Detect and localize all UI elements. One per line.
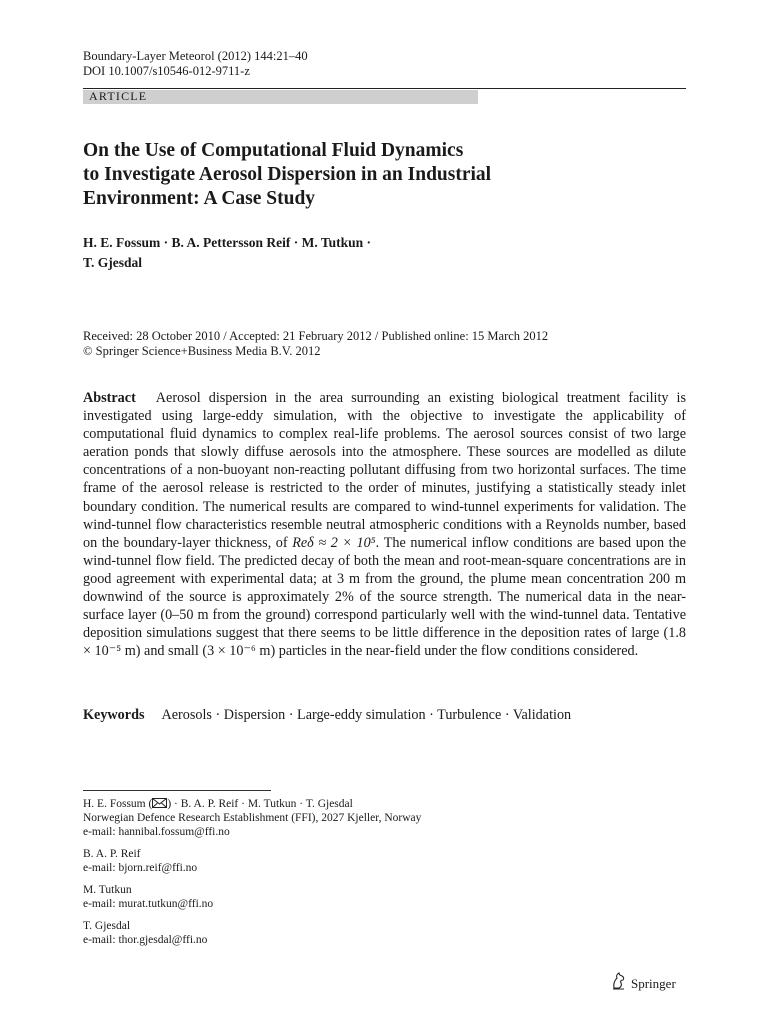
contact-email: e-mail: bjorn.reif@ffi.no bbox=[83, 862, 198, 874]
title-line: to Investigate Aerosol Dispersion in an Industrial bbox=[83, 164, 492, 185]
footnote-rule bbox=[83, 790, 271, 791]
abstract-label: Abstract bbox=[83, 390, 136, 406]
abstract-text-cont: . The numerical inflow conditions are based upon the wind-tunnel flow field. The predicted decay of both the mean and root-mean-square concentrations are in good agreement with experimental data; at 3 m from the ground, the plume mean concentration 200 m downwind of the source is approximately 2% of the source strength. The numerical data in the near-surface layer (0–50 m from the ground) correspond particularly well with the wind-tunnel data. Tentative deposition simulations suggest that there seems to be little difference in the deposition rates of large (1.8 × 10⁻⁵ m) and small (3 × 10⁻⁶ m) particles in the near-field under the flow conditions considered. bbox=[83, 534, 686, 660]
keywords-label: Keywords bbox=[83, 707, 145, 723]
contact-email: e-mail: thor.gjesdal@ffi.no bbox=[83, 934, 208, 946]
footnote-authors-text-cont: ) · B. A. P. Reif · M. Tutkun · T. Gjesdal bbox=[167, 798, 353, 810]
authors-line: H. E. Fossum · B. A. Pettersson Reif · M. Tutkun · bbox=[83, 235, 372, 250]
footnote-affiliation: Norwegian Defence Research Establishment (FFI), 2027 Kjeller, Norway bbox=[83, 812, 422, 824]
header-rule bbox=[83, 88, 686, 89]
keywords-list: Aerosols · Dispersion · Large-eddy simulation · Turbulence · Validation bbox=[161, 707, 572, 723]
abstract bbox=[83, 389, 686, 660]
publisher-name: Springer bbox=[631, 975, 676, 991]
envelope-icon bbox=[152, 798, 167, 813]
contact-name: T. Gjesdal bbox=[83, 920, 131, 932]
contact-email: e-mail: murat.tutkun@ffi.no bbox=[83, 898, 214, 910]
copyright: © Springer Science+Business Media B.V. 2012 bbox=[83, 344, 321, 358]
article-section-label: ARTICLE bbox=[89, 89, 148, 103]
author-list bbox=[83, 233, 371, 273]
publisher-logo bbox=[611, 972, 676, 995]
footnote-authors bbox=[83, 798, 353, 813]
title-line: Environment: A Case Study bbox=[83, 188, 316, 209]
authors-line: T. Gjesdal bbox=[83, 255, 143, 270]
journal-citation: Boundary-Layer Meteorol (2012) 144:21–40 bbox=[83, 49, 308, 63]
title-line: On the Use of Computational Fluid Dynamics bbox=[83, 140, 464, 161]
contact-name: M. Tutkun bbox=[83, 884, 132, 896]
footnote-authors-text: H. E. Fossum ( bbox=[83, 798, 153, 810]
abstract-text: Aerosol dispersion in the area surrounding an existing biological treatment facility is investigated using large-eddy simulation, with the objective to investigate the applicability of computational fluid dynamics to complex real-life problems. The aerosol sources consist of two large aeration ponds that slowly diffuse aerosols into the atmosphere. These sources are modelled as dilute concentrations of a non-buoyant non-reacting pollutant diffusing from two horizontal surfaces. The time frame of the aerosol release is restricted to the order of minutes, justifying a statistically steady inlet boundary condition. The numerical results are compared to wind-tunnel experiments for validation. The wind-tunnel flow characteristics resemble neutral atmospheric conditions with a Reynolds number, based on the boundary-layer thickness, of bbox=[83, 390, 686, 551]
paper-title bbox=[83, 139, 643, 211]
springer-horse-icon bbox=[611, 972, 631, 995]
doi: DOI 10.1007/s10546-012-9711-z bbox=[83, 64, 250, 78]
contact-name: B. A. P. Reif bbox=[83, 848, 141, 860]
keywords bbox=[83, 706, 571, 724]
contact-email: e-mail: hannibal.fossum@ffi.no bbox=[83, 826, 230, 838]
reynolds-number: Reδ ≈ 2 × 10⁵ bbox=[292, 534, 376, 551]
publication-dates: Received: 28 October 2010 / Accepted: 21 February 2012 / Published online: 15 March 2012 bbox=[83, 329, 549, 343]
